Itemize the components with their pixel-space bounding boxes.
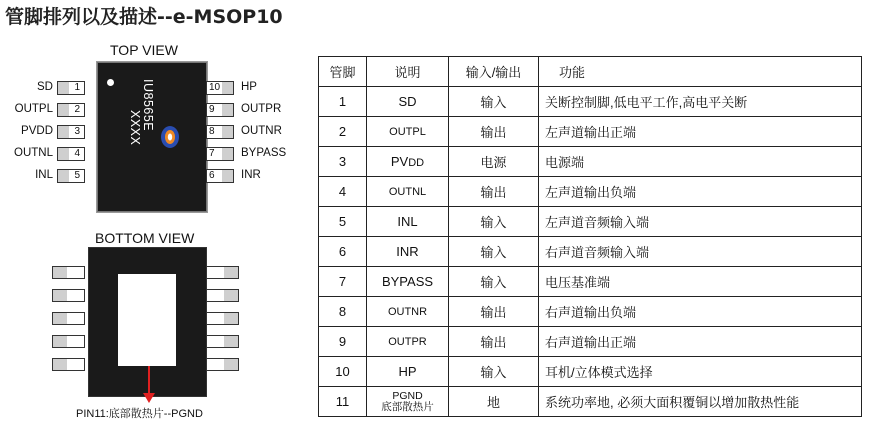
page-title: 管脚排列以及描述--e-MSOP10: [5, 6, 283, 28]
top-view-label: TOP VIEW: [110, 42, 178, 58]
cell-function: 右声道音频输入端: [539, 237, 862, 267]
desc-main: PGND: [392, 389, 423, 402]
cell-function: 右声道输出正端: [539, 327, 862, 357]
cell-function: 左声道输出负端: [539, 177, 862, 207]
cell-pin: 5: [319, 207, 367, 237]
cell-io: 输入: [449, 357, 539, 387]
top-right-pin-label-9: OUTPR: [241, 103, 282, 115]
cell-desc: [367, 147, 449, 177]
cell-io: 输出: [449, 117, 539, 147]
brand-logo-icon: [159, 124, 181, 150]
cell-function: 左声道音频输入端: [539, 207, 862, 237]
header-io: 输入/输出: [449, 57, 539, 87]
bottom-view-caption: PIN11:底部散热片--PGND: [76, 408, 203, 420]
bottom-left-pin: [52, 335, 85, 348]
cell-io: 输入: [449, 237, 539, 267]
table-row: [319, 177, 862, 207]
header-pin: 管脚: [319, 57, 367, 87]
top-right-pin-9: [206, 103, 234, 117]
table-row: [319, 267, 862, 297]
bottom-left-pin: [52, 358, 85, 371]
bottom-left-pin: [52, 266, 85, 279]
cell-desc: OUTPL: [367, 117, 449, 147]
top-left-pin-label-1: SD: [37, 81, 53, 93]
pin-number: 7: [209, 148, 215, 159]
table-row: [319, 87, 862, 117]
cell-desc: OUTPR: [367, 327, 449, 357]
pin1-marker-dot: [107, 79, 114, 86]
chip-marking-line1: IU8565E: [141, 79, 155, 132]
bottom-right-pin: [206, 358, 239, 371]
cell-io: 输出: [449, 297, 539, 327]
cell-pin: 7: [319, 267, 367, 297]
desc-main: PV: [390, 154, 409, 169]
cell-desc: INL: [367, 207, 449, 237]
cell-io: 电源: [449, 147, 539, 177]
cell-io: 输入: [449, 207, 539, 237]
cell-desc: [367, 387, 449, 417]
pin-description-table: [318, 56, 862, 417]
cell-pin: 3: [319, 147, 367, 177]
pin-number: 4: [74, 148, 80, 159]
top-left-pin-1: [57, 81, 85, 95]
top-right-pin-10: [206, 81, 234, 95]
thermal-pad: [118, 274, 176, 366]
bottom-right-pin: [206, 312, 239, 325]
bottom-view-label: BOTTOM VIEW: [95, 230, 195, 246]
cell-pin: 9: [319, 327, 367, 357]
bottom-right-pin: [206, 289, 239, 302]
pin-number: 2: [74, 104, 80, 115]
chip-marking-line2: XXXX: [128, 110, 142, 146]
top-right-pin-7: [206, 147, 234, 161]
top-right-pin-label-8: OUTNR: [241, 125, 282, 137]
cell-pin: 4: [319, 177, 367, 207]
cell-function: 左声道输出正端: [539, 117, 862, 147]
desc-subscript: DD: [408, 157, 425, 169]
pin-number: 10: [209, 82, 221, 93]
table-row: [319, 357, 862, 387]
cell-pin: 8: [319, 297, 367, 327]
cell-io: 输出: [449, 327, 539, 357]
top-left-pin-5: [57, 169, 85, 183]
cell-desc: HP: [367, 357, 449, 387]
cell-desc: BYPASS: [367, 267, 449, 297]
cell-pin: 2: [319, 117, 367, 147]
desc-line2: 底部散热片: [381, 400, 434, 413]
pgnd-arrow-icon: [140, 365, 158, 405]
pin-number: 5: [74, 170, 80, 181]
cell-desc: OUTNR: [367, 297, 449, 327]
cell-io: 输入: [449, 87, 539, 117]
cell-io: 输入: [449, 267, 539, 297]
table-row: [319, 117, 862, 147]
table-row: [319, 327, 862, 357]
table-header-row: [319, 57, 862, 87]
cell-io: 地: [449, 387, 539, 417]
pin-number: 3: [74, 126, 80, 137]
pin-number: 6: [209, 170, 215, 181]
cell-function: 耳机/立体模式选择: [539, 357, 862, 387]
cell-pin: 11: [319, 387, 367, 417]
table-row: [319, 147, 862, 177]
top-right-pin-label-6: INR: [241, 169, 261, 181]
header-desc: 说明: [367, 57, 449, 87]
cell-function: 电压基准端: [539, 267, 862, 297]
cell-desc: OUTNL: [367, 177, 449, 207]
cell-pin: 6: [319, 237, 367, 267]
top-left-pin-2: [57, 103, 85, 117]
top-right-pin-label-10: HP: [241, 81, 257, 93]
top-left-pin-label-3: PVDD: [21, 125, 53, 137]
cell-function: 右声道输出负端: [539, 297, 862, 327]
bottom-right-pin: [206, 335, 239, 348]
cell-io: 输出: [449, 177, 539, 207]
table-row: [319, 237, 862, 267]
pin-number: 1: [74, 82, 80, 93]
chip-top-view: [97, 62, 207, 212]
top-right-pin-6: [206, 169, 234, 183]
top-left-pin-label-2: OUTPL: [14, 103, 53, 115]
top-right-pin-label-7: BYPASS: [241, 147, 287, 159]
top-left-pin-4: [57, 147, 85, 161]
pin-number: 9: [209, 104, 215, 115]
cell-function: 关断控制脚,低电平工作,高电平关断: [539, 87, 862, 117]
table-row: [319, 297, 862, 327]
table-row: [319, 387, 862, 417]
bottom-left-pin: [52, 289, 85, 302]
cell-function: 系统功率地, 必须大面积覆铜以增加散热性能: [539, 387, 862, 417]
top-left-pin-label-5: INL: [35, 169, 53, 181]
cell-desc: SD: [367, 87, 449, 117]
cell-desc: INR: [367, 237, 449, 267]
top-left-pin-3: [57, 125, 85, 139]
cell-pin: 10: [319, 357, 367, 387]
cell-pin: 1: [319, 87, 367, 117]
bottom-right-pin: [206, 266, 239, 279]
top-right-pin-8: [206, 125, 234, 139]
table-row: [319, 207, 862, 237]
pin-number: 8: [209, 126, 215, 137]
cell-function: 电源端: [539, 147, 862, 177]
top-left-pin-label-4: OUTNL: [14, 147, 53, 159]
header-function: 功能: [539, 57, 862, 87]
bottom-left-pin: [52, 312, 85, 325]
